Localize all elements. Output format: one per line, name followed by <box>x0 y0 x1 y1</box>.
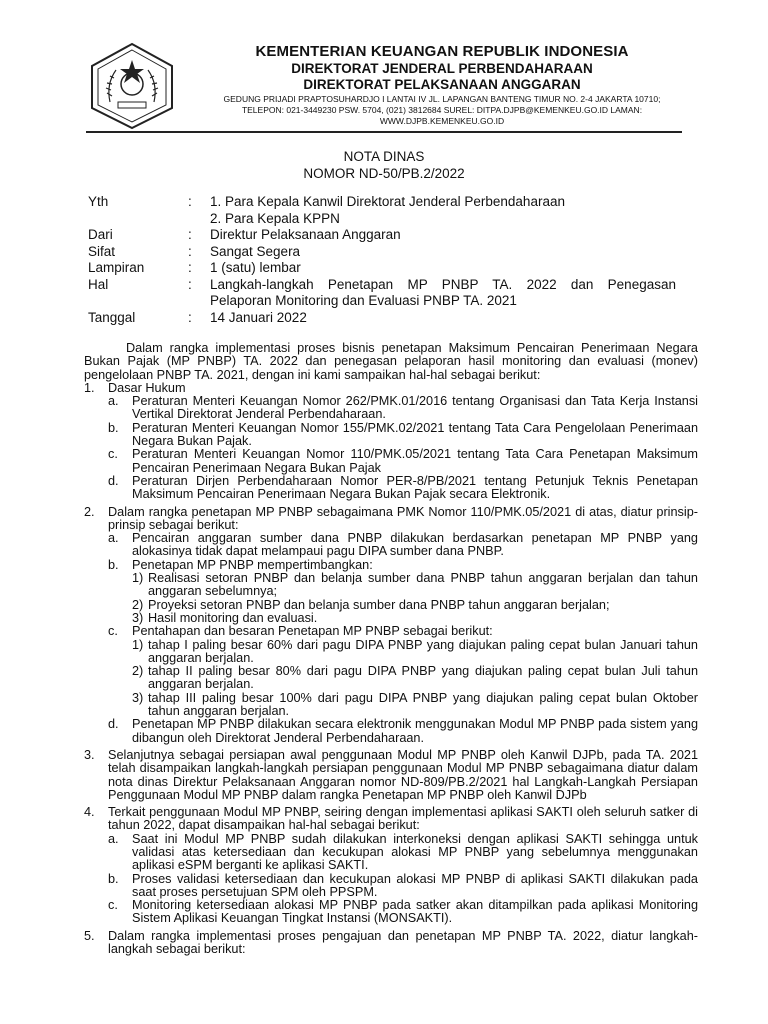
item-text: Peraturan Dirjen Perbendaharaan Nomor PER-8/PB/2021 tentang Petunjuk Teknis Penetapan Maksimum Pencairan Penerimaan Negara Bukan Pajak secara Elektronik. <box>132 473 698 502</box>
item-text: Dalam rangka penetapan MP PNBP sebagaimana PMK Nomor 110/PMK.05/2021 di atas, diatur prinsip-prinsip sebagai berikut: <box>108 504 698 532</box>
item-number: d. <box>108 717 119 732</box>
meta-row-tanggal <box>88 310 676 327</box>
item-number: 3. <box>84 747 95 762</box>
item-text: Saat ini Modul MP PNBP sudah dilakukan interkoneksi dengan aplikasi SAKTI sehingga untuk validasi atas ketersediaan dan kecukupan alokasi MP PNBP yang sebelumnya menggunakan aplikasi eSPM berganti ke aplikasi SAKTI. <box>132 831 698 873</box>
sub-item <box>84 448 698 475</box>
doc-title: NOTA DINAS <box>343 149 425 164</box>
sub-item <box>84 532 698 559</box>
item-number: c. <box>108 447 118 462</box>
sub-sub-item <box>84 612 698 625</box>
item-text: Peraturan Menteri Keuangan Nomor 110/PMK.05/2021 tentang Tata Cara Penetapan Maksimum Pencairan Penerimaan Negara Bukan Pajak <box>132 447 698 475</box>
sub-item <box>84 873 698 900</box>
letterhead-divider <box>86 131 682 133</box>
list-item <box>84 382 698 395</box>
item-text: Pencairan anggaran sumber dana PNBP dilakukan berdasarkan penetapan MP PNBP yang alokasinya tidak dapat melampaui pagu DIPA sumber dana PNBP. <box>132 531 698 559</box>
sub-item <box>84 475 698 502</box>
directorate-name: DIREKTORAT PELAKSANAAN ANGGARAN <box>303 77 581 92</box>
item-number: 3) <box>132 610 144 625</box>
item-number: 4. <box>84 805 95 820</box>
meta-row-dari <box>88 227 676 244</box>
item-number: b. <box>108 420 119 435</box>
doc-number: NOMOR ND-50/PB.2/2022 <box>303 166 465 181</box>
directorate-general-name: DIREKTORAT JENDERAL PERBENDAHARAAN <box>291 61 593 76</box>
sub-sub-item <box>84 692 698 719</box>
item-number: c. <box>108 624 118 639</box>
item-number: 3) <box>132 690 144 705</box>
ministry-logo-icon <box>86 40 178 132</box>
item-number: a. <box>108 394 119 409</box>
recipient-2: 2. Para Kepala KPPN <box>210 210 340 226</box>
sub-sub-item <box>84 639 698 666</box>
item-number: 5. <box>84 928 95 943</box>
item-text: Monitoring ketersediaan alokasi MP PNBP pada satker akan ditampilkan pada aplikasi Monitoring Sistem Aplikasi Keuangan Tingkat Instansi (MONSAKTI). <box>132 898 698 926</box>
meta-label: Lampiran <box>88 260 145 275</box>
item-number: b. <box>108 871 119 886</box>
sub-item <box>84 718 698 745</box>
item-number: d. <box>108 473 119 488</box>
sub-sub-item <box>84 599 698 612</box>
meta-label: Tanggal <box>88 309 136 325</box>
meta-colon: : <box>188 243 192 259</box>
sub-item <box>84 833 698 873</box>
meta-label: Yth <box>88 194 109 209</box>
sub-item <box>84 625 698 638</box>
letterhead <box>196 43 688 126</box>
meta-label: Hal <box>88 276 109 292</box>
item-number: a. <box>108 831 119 846</box>
item-text: tahap II paling besar 80% dari pagu DIPA PNBP yang diajukan paling cepat bulan Juli tahun anggaran berjalan. <box>148 664 698 692</box>
numbered-list <box>84 382 698 956</box>
address-line: GEDUNG PRIJADI PRAPTOSUHARDJO I LANTAI IV JL. LAPANGAN BANTENG TIMUR NO. 2-4 JAKARTA 10710; <box>223 94 661 104</box>
sub-sub-item <box>84 665 698 692</box>
item-text: Dalam rangka implementasi proses pengajuan dan penetapan MP PNBP TA. 2022, diatur langkah-langkah sebagai berikut: <box>108 928 698 957</box>
item-text: Peraturan Menteri Keuangan Nomor 262/PMK.01/2016 tentang Organisasi dan Tata Kerja Instansi Vertikal Direktorat Jenderal Perbendaharaan. <box>132 394 698 422</box>
contact-line: TELEPON: 021-3449230 PSW. 5704, (021) 3812684 SUREL: DITPA.DJPB@KEMENKEU.GO.ID LAMAN: <box>241 105 643 115</box>
meta-row-sifat <box>88 244 676 261</box>
date: 14 Januari 2022 <box>210 309 307 325</box>
item-number: b. <box>108 557 119 572</box>
item-number: 2. <box>84 504 95 519</box>
item-number: 1) <box>132 637 144 652</box>
memo-body <box>84 342 698 956</box>
item-number: 1) <box>132 571 144 586</box>
website-line: WWW.DJPB.KEMENKEU.GO.ID <box>379 116 505 126</box>
urgency: Sangat Segera <box>210 243 301 259</box>
item-text: Terkait penggunaan Modul MP PNBP, seiring dengan implementasi aplikasi SAKTI oleh seluruh satker di tahun 2022, dapat disampaikan hal-hal sebagai berikut: <box>108 805 698 833</box>
item-text: Pentahapan dan besaran Penetapan MP PNBP sebagai berikut: <box>132 624 493 639</box>
subject-line-2: Pelaporan Monitoring dan Evaluasi PNBP TA. 2021 <box>210 293 517 308</box>
sub-item <box>84 559 698 572</box>
item-text: Hasil monitoring dan evaluasi. <box>148 610 318 625</box>
item-text: Proses validasi ketersediaan dan kecukupan alokasi MP PNBP di aplikasi SAKTI dilakukan pada saat proses persetujuan SPM oleh PPSPM. <box>132 871 698 899</box>
meta-row-yth <box>88 194 676 227</box>
item-text: Penetapan MP PNBP mempertimbangkan: <box>132 557 373 572</box>
list-item <box>84 506 698 533</box>
item-text: Selanjutnya sebagai persiapan awal penggunaan Modul MP PNBP oleh Kanwil DJPb, pada TA. 2021 telah disampaikan langkah-langkah persiapan penggunaan Modul MP PNBP sebagaimana diatur dalam nota dinas Direktur Pelaksanaan Anggaran nomor ND-809/PB.2/2021 hal Langkah-Langkah Persiapan Penggunaan Modul MP PNBP dalam rangka Penetapan MP PNBP oleh Kanwil DJPb <box>108 747 698 802</box>
item-number: a. <box>108 531 119 546</box>
sub-item <box>84 395 698 422</box>
sub-sub-item <box>84 572 698 599</box>
meta-colon: : <box>188 194 192 209</box>
subject-line-1: Langkah-langkah Penetapan MP PNBP TA. 2022 dan Penegasan <box>210 276 676 292</box>
meta-row-hal <box>88 277 676 310</box>
meta-label: Dari <box>88 227 113 242</box>
subject <box>210 277 676 310</box>
recipient-1: 1. Para Kepala Kanwil Direktorat Jenderal Perbendaharaan <box>210 194 565 209</box>
meta-colon: : <box>188 309 192 325</box>
item-text: Dasar Hukum <box>108 380 186 395</box>
item-text: tahap III paling besar 100% dari pagu DIPA PNBP yang diajukan paling cepat bulan Oktober tahun anggaran berjalan. <box>148 690 698 719</box>
item-number: 1. <box>84 380 95 395</box>
item-number: 2) <box>132 597 144 612</box>
item-text: Peraturan Menteri Keuangan Nomor 155/PMK.02/2021 tentang Tata Cara Pengelolaan Penerimaan Negara Bukan Pajak. <box>132 420 698 449</box>
list-item <box>84 806 698 833</box>
meta-value <box>210 194 676 227</box>
meta-colon: : <box>188 260 192 275</box>
meta-colon: : <box>188 227 192 242</box>
item-text: Proyeksi setoran PNBP dan belanja sumber dana PNBP tahun anggaran berjalan; <box>148 597 610 612</box>
item-text: Penetapan MP PNBP dilakukan secara elektronik menggunakan Modul MP PNBP pada sistem yang dibangun oleh Direktorat Jenderal Perbendaharaan. <box>132 717 698 745</box>
meta-colon: : <box>188 276 192 292</box>
item-text: Realisasi setoran PNBP dan belanja sumber dana PNBP tahun anggaran berjalan dan tahun anggaran sebelumnya; <box>148 571 698 599</box>
sub-item <box>84 899 698 926</box>
ministry-name: KEMENTERIAN KEUANGAN REPUBLIK INDONESIA <box>255 43 629 60</box>
meta-label: Sifat <box>88 243 116 259</box>
meta-row-lampiran <box>88 260 676 277</box>
list-item <box>84 749 698 802</box>
item-number: 2) <box>132 664 144 679</box>
attachment: 1 (satu) lembar <box>210 260 301 275</box>
list-item <box>84 930 698 957</box>
memo-meta <box>88 194 676 326</box>
sub-item <box>84 422 698 449</box>
item-number: c. <box>108 898 118 913</box>
intro-paragraph: Dalam rangka implementasi proses bisnis penetapan Maksimum Pencairan Penerimaan Negara Bukan Pajak (MP PNBP) TA. 2022 dan penegasan pelaporan hasil monitoring dan evaluasi (monev) pengelolaan PNBP TA. 2021, dengan ini kami sampaikan hal-hal sebagai berikut: <box>84 341 698 382</box>
sender: Direktur Pelaksanaan Anggaran <box>210 227 401 242</box>
item-text: tahap I paling besar 60% dari pagu DIPA PNBP yang diajukan paling cepat bulan Januari tahun anggaran berjalan. <box>148 637 698 665</box>
